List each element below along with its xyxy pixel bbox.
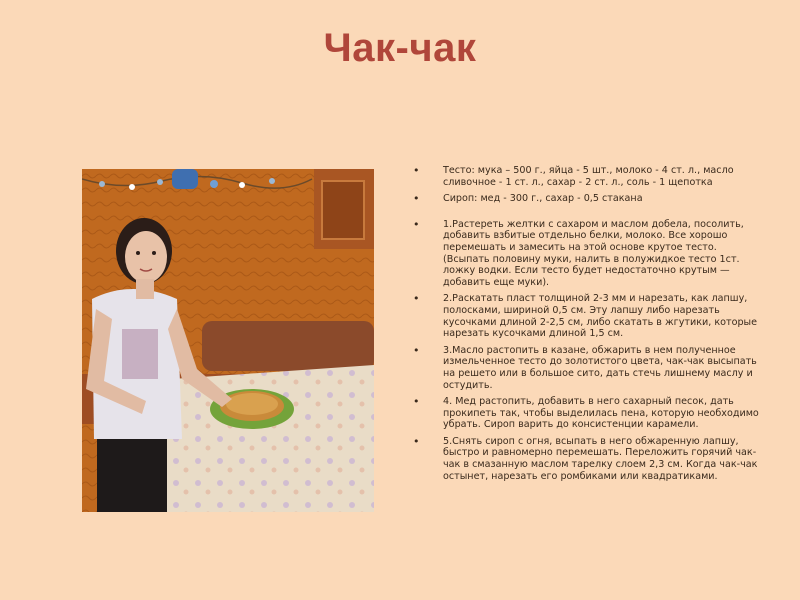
step-1: 1.Растереть желтки с сахаром и маслом добела, посолить, добавить взбитые отдельно белки, молоко. Все хорошо перемешать и замесить на этой основе крутое тесто. (Всыпать половину муки, налить в полужидкое тесто 1ст. ложку водки. Если тесто будет недостаточно крутым — добавить еще муки). [443, 218, 744, 288]
photo-of-girl-with-chak-chak [82, 169, 374, 512]
bullet-icon: • [413, 395, 420, 409]
list-item [413, 219, 765, 289]
bullet-icon: • [413, 292, 420, 306]
photo-illustration [82, 169, 374, 512]
list-item [413, 293, 765, 339]
list-item [413, 165, 765, 188]
bullet-icon: • [413, 217, 420, 231]
list-item [413, 436, 765, 482]
list-item [413, 345, 765, 391]
list-item [413, 193, 765, 205]
ingredients-dough: Тесто: мука – 500 г., яйца - 5 шт., молоко - 4 ст. л., масло сливочное - 1 ст. л., сахар - 2 ст. л., соль - 1 щепотка [443, 165, 734, 188]
step-5: 5.Снять сироп с огня, всыпать в него обжаренную лапшу, быстро и равномерно перемешать. Переложить горячий чак-чак в смазанную маслом тарелку слоем 2,3 см. Когда чак-чак остынет, нарезать его ромбиками или квадратиками. [443, 435, 758, 482]
bullet-icon: • [413, 434, 420, 448]
step-3: 3.Масло растопить в казане, обжарить в нем полученное измельченное тесто до золотистого цвета, чак-чак высыпать на решето или в большое сито, дать стечь лишнему маслу и остудить. [443, 344, 757, 391]
bullet-icon: • [413, 192, 420, 206]
step-4: 4. Мед растопить, добавить в него сахарный песок, дать прокипеть так, чтобы выделилась пена, которую необходимо убрать. Сироп варить до консистенции карамели. [443, 396, 759, 431]
bullet-icon: • [413, 164, 420, 177]
step-2: 2.Раскатать пласт толщиной 2-3 мм и нарезать, как лапшу, полосками, шириной 0,5 см. Эту лапшу либо нарезать кусочками длиной 2-2,5 см, либо скатать в жгутики, которые нарезать кусочками длиной 1,5 см. [443, 293, 758, 340]
slide-title: Чак-чак [323, 26, 477, 70]
ingredients-syrup: Сироп: мед - 300 г., сахар - 0,5 стакана [443, 193, 643, 205]
recipe-list [413, 165, 765, 487]
list-item [413, 396, 765, 431]
bullet-icon: • [413, 343, 420, 357]
